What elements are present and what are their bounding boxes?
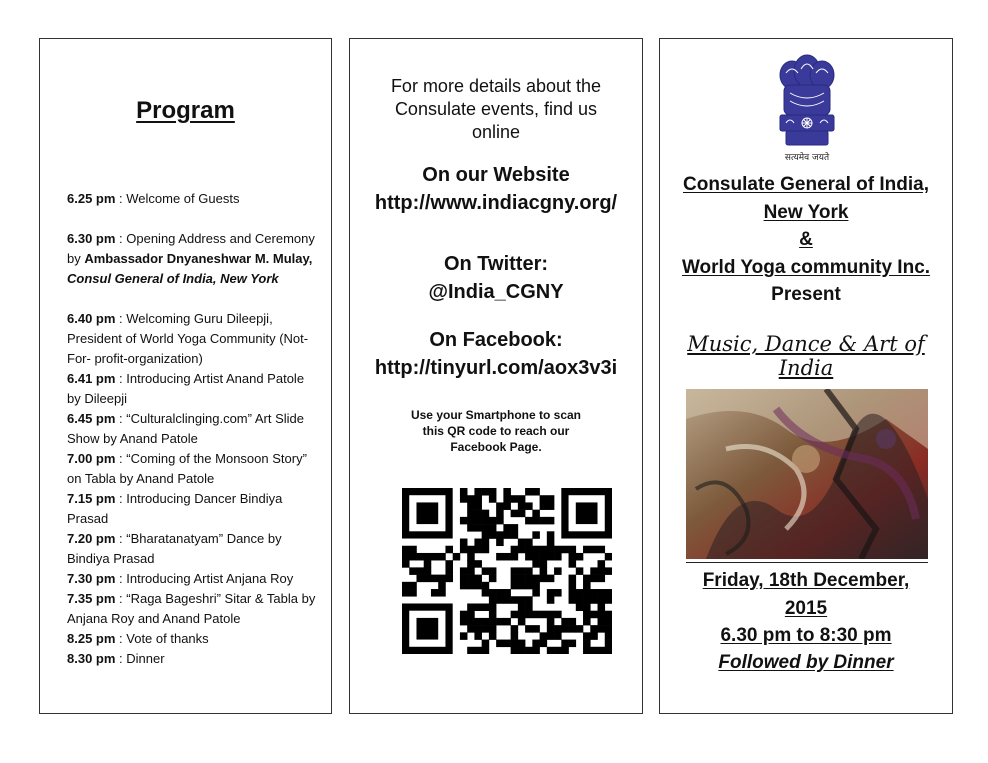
- program-item-text: : “Bharatanatyam” Dance by Bindiya Prasad: [67, 531, 282, 566]
- program-item-time: 6.40 pm: [67, 311, 116, 326]
- program-item-host: Ambassador Dnyaneshwar M. Mulay,: [84, 251, 313, 266]
- program-item-text: : Introducing Artist Anjana Roy: [115, 571, 294, 586]
- program-item-time: 6.41 pm: [67, 371, 116, 386]
- online-intro: For more details about the Consulate events, find us online: [390, 76, 602, 142]
- program-item-time: 6.25 pm: [67, 191, 116, 206]
- emblem-icon: [772, 53, 842, 165]
- online-panel: [349, 38, 643, 714]
- program-item: [67, 309, 317, 369]
- org-name-line3: World Yoga community Inc.: [681, 257, 931, 278]
- program-item-text: : Dinner: [115, 651, 165, 666]
- program-item-time: 7.00 pm: [67, 451, 116, 466]
- program-item-text: : Welcoming Guru Dileepji, President of World Yoga Community (Not-For- profit-organization): [67, 311, 309, 366]
- program-item: [67, 409, 317, 449]
- program-item: [67, 629, 317, 649]
- program-item-time: 6.30 pm: [67, 231, 116, 246]
- program-item: [67, 529, 317, 569]
- twitter-label: On Twitter:: [443, 253, 549, 275]
- twitter-handle[interactable]: @India_CGNY: [428, 281, 564, 303]
- org-name-line1: Consulate General of India,: [683, 174, 929, 195]
- program-item: [67, 589, 317, 629]
- emblem-motto: सत्यमेव जयते: [784, 153, 830, 163]
- followed-by-dinner: Followed by Dinner: [718, 652, 894, 673]
- program-item-text: : Welcome of Guests: [115, 191, 240, 206]
- program-item-text: : “Culturalclinging.com” Art Slide Show by Anand Patole: [67, 411, 304, 446]
- present-label: Present: [771, 284, 841, 305]
- program-item: [67, 649, 317, 669]
- program-item-text: : Vote of thanks: [115, 631, 209, 646]
- website-label: On our Website: [422, 164, 570, 186]
- program-item: [67, 569, 317, 589]
- program-item: [67, 489, 317, 529]
- qr-code-icon[interactable]: [402, 488, 612, 654]
- facebook-link[interactable]: http://tinyurl.com/aox3v3i: [374, 357, 618, 379]
- event-time: 6.30 pm to 8:30 pm: [720, 625, 892, 646]
- website-link[interactable]: http://www.indiacgny.org/: [374, 192, 618, 214]
- qr-note: Use your Smartphone to scan this QR code to reach our Facebook Page.: [410, 408, 582, 454]
- program-item: [67, 189, 317, 209]
- facebook-label: On Facebook:: [429, 329, 563, 351]
- program-item: [67, 449, 317, 489]
- program-item-time: 7.20 pm: [67, 531, 116, 546]
- org-name-line2: New York: [763, 202, 849, 223]
- program-item-text: : Opening Address and Ceremony by: [67, 231, 315, 266]
- artwork-image: [686, 389, 928, 559]
- program-panel: [39, 38, 332, 714]
- event-subtitle: Music, Dance & Art of India: [687, 332, 925, 380]
- artwork-underline: [686, 562, 928, 563]
- program-item-time: 8.30 pm: [67, 651, 116, 666]
- program-item-time: 7.35 pm: [67, 591, 116, 606]
- program-item-time: 7.30 pm: [67, 571, 116, 586]
- program-item-text: : “Coming of the Monsoon Story” on Tabla by Anand Patole: [67, 451, 307, 486]
- program-item-text: : “Raga Bageshri” Sitar & Tabla by Anjana Roy and Anand Patole: [67, 591, 316, 626]
- program-item-time: 6.45 pm: [67, 411, 116, 426]
- event-panel: [659, 38, 953, 714]
- program-item-time: 8.25 pm: [67, 631, 116, 646]
- program-item: [67, 229, 317, 289]
- program-item-time: 7.15 pm: [67, 491, 116, 506]
- program-item: [67, 369, 317, 409]
- program-title: Program: [136, 97, 235, 124]
- event-date-line2: 2015: [784, 598, 828, 619]
- event-date-line1: Friday, 18th December,: [702, 570, 910, 591]
- program-item-text: : Introducing Dancer Bindiya Prasad: [67, 491, 283, 526]
- program-item-host-title: Consul General of India, New York: [67, 271, 279, 286]
- program-list: [67, 189, 317, 669]
- program-item-text: : Introducing Artist Anand Patole by Dileepji: [67, 371, 305, 406]
- org-amp: &: [799, 229, 813, 250]
